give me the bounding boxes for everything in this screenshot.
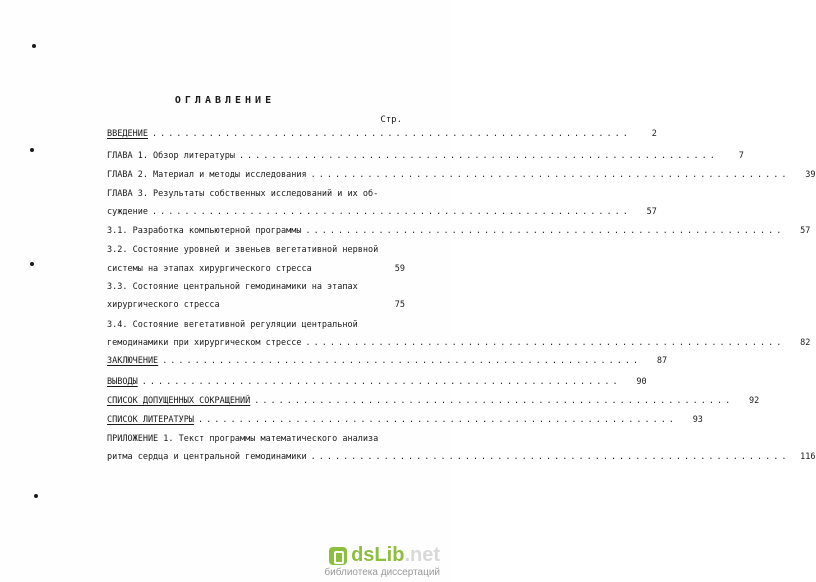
dot-leader: ........................................................... xyxy=(151,207,631,217)
toc-entry-abbreviations xyxy=(107,396,760,408)
scan-speck xyxy=(32,44,36,48)
toc-entry-conclusion xyxy=(107,356,668,368)
toc-entry-page: 92 xyxy=(748,396,760,406)
toc-entry-page: 87 xyxy=(656,356,668,366)
dot-leader: ........................................................... xyxy=(310,170,790,180)
toc-entry-appendix-1 xyxy=(107,434,405,446)
toc-entry-continuation: ритма сердца и центральной гемодинамики xyxy=(107,452,307,462)
toc-entry-section-3-3-continuation xyxy=(107,300,405,312)
dot-leader: ........................................................... xyxy=(141,377,621,387)
toc-entry-section-3-4-continuation xyxy=(107,338,811,350)
toc-entry-continuation: системы на этапах хирургического стресса xyxy=(107,264,312,274)
site-watermark xyxy=(324,544,440,578)
toc-entry-text: СПИСОК ЛИТЕРАТУРЫ xyxy=(107,415,194,425)
toc-entry-chapter-2 xyxy=(107,170,816,182)
toc-entry-text: ГЛАВА 2. Материал и методы исследования xyxy=(107,170,307,180)
watermark-brand-main: dsLib xyxy=(351,544,405,566)
scan-speck xyxy=(30,148,34,152)
toc-entry-text: ГЛАВА 3. Результаты собственных исследований и их об- xyxy=(107,189,379,199)
scan-speck xyxy=(30,262,34,266)
toc-entry-page: 7 xyxy=(738,151,744,161)
toc-entry-text: 3.1. Разработка компьютерной программы xyxy=(107,226,302,236)
toc-entry-references xyxy=(107,415,703,427)
toc-title: ОГЛАВЛЕНИЕ xyxy=(174,95,276,106)
toc-entry-continuation: суждение xyxy=(107,207,148,217)
toc-entry-text: 3.3. Состояние центральной гемодинамики на этапах xyxy=(107,282,358,292)
dot-leader: ........................................................... xyxy=(305,226,785,236)
toc-entry-continuation: гемодинамики при хирургическом стрессе xyxy=(107,338,302,348)
toc-entry-page: 82 xyxy=(800,338,811,348)
toc-entry-section-3-2 xyxy=(107,245,405,257)
dot-leader: ........................................................... xyxy=(305,338,785,348)
dot-leader: ........................................................... xyxy=(198,415,677,425)
toc-entry-section-3-1 xyxy=(107,226,811,238)
toc-entry-appendix-1-continuation xyxy=(107,452,816,464)
toc-entry-text: 3.2. Состояние уровней и звеньев вегетативной нервной xyxy=(107,245,379,255)
toc-entry-chapter-3 xyxy=(107,189,405,201)
toc-entry-chapter-3-continuation xyxy=(107,207,657,219)
book-icon xyxy=(329,547,347,565)
watermark-brand-name xyxy=(351,544,440,567)
toc-entry-text: СПИСОК ДОПУЩЕННЫХ СОКРАЩЕНИЙ xyxy=(107,396,251,406)
page-column-label: Стр. xyxy=(380,115,402,125)
scan-speck xyxy=(34,494,38,498)
toc-entry-section-3-4 xyxy=(107,320,405,332)
toc-entry-introduction xyxy=(107,129,657,141)
watermark-brand xyxy=(324,544,440,567)
toc-entry-text: ГЛАВА 1. Обзор литературы xyxy=(107,151,235,161)
toc-entry-page: 2 xyxy=(651,129,657,139)
toc-entry-text: ПРИЛОЖЕНИЕ 1. Текст программы математического анализа xyxy=(107,434,379,444)
toc-entry-text: ВВЕДЕНИЕ xyxy=(107,129,148,139)
dot-leader: ........................................................... xyxy=(151,129,631,139)
toc-entry-findings xyxy=(107,377,647,389)
toc-entry-section-3-2-continuation xyxy=(107,264,405,276)
toc-entry-page: 57 xyxy=(646,207,657,217)
dot-leader: ........................................................... xyxy=(254,396,734,406)
toc-entry-text: ЗАКЛЮЧЕНИЕ xyxy=(107,356,159,366)
toc-entry-text: 3.4. Состояние вегетативной регуляции центральной xyxy=(107,320,358,330)
toc-entry-chapter-1 xyxy=(107,151,744,163)
toc-entry-page: 75 xyxy=(394,300,405,310)
toc-entry-page: 90 xyxy=(636,377,647,387)
toc-entry-continuation: хирургического стресса xyxy=(107,300,220,310)
toc-entry-page: 39 xyxy=(805,170,816,180)
dot-leader: ........................................................... xyxy=(238,151,718,161)
toc-entry-page: 57 xyxy=(800,226,811,236)
toc-entry-page: 116 xyxy=(800,452,816,462)
dot-leader: ........................................................... xyxy=(162,356,642,366)
watermark-tagline: библиотека диссертаций xyxy=(324,567,440,578)
toc-entry-text: ВЫВОДЫ xyxy=(107,377,138,387)
toc-entry-page: 59 xyxy=(394,264,405,274)
toc-entry-page: 93 xyxy=(692,415,703,425)
toc-entry-section-3-3 xyxy=(107,282,405,294)
dot-leader: ........................................................... xyxy=(310,452,790,462)
watermark-brand-tld: .net xyxy=(404,544,440,566)
